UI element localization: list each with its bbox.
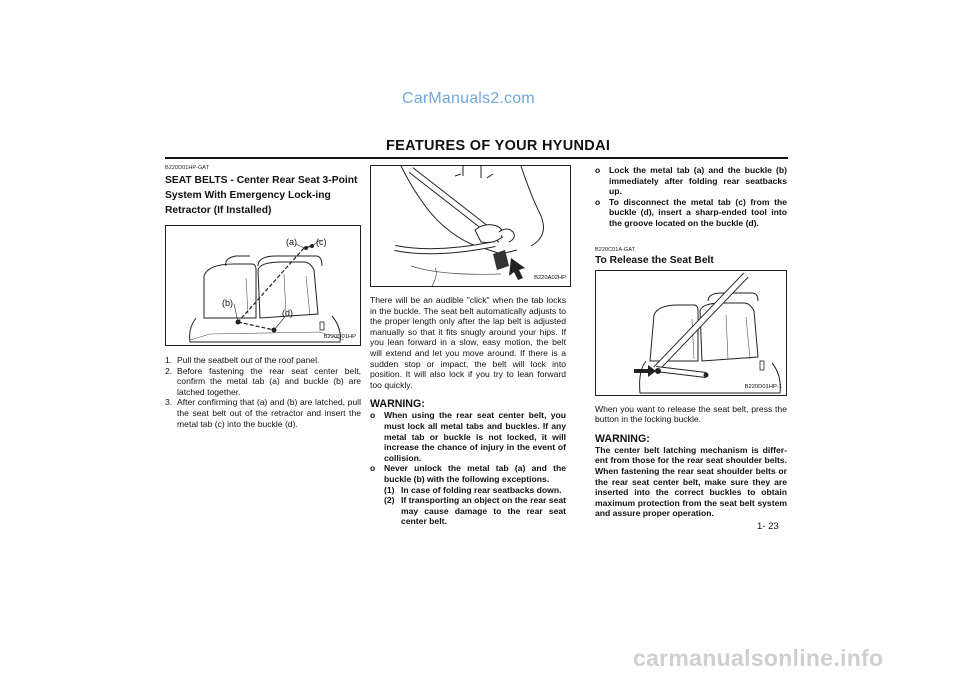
instruction-steps xyxy=(165,355,361,429)
step-item: 2. Before fastening the rear seat center belt, confirm the metal tab (a) and buckle (b) are latched together. xyxy=(165,365,361,397)
info-bullet: o To disconnect the metal tab (c) from the buckle (d), insert a sharp-ended tool into the groove located on the buckle (d). xyxy=(595,196,787,228)
callout-b: (b) xyxy=(222,298,233,308)
warning-heading: WARNING: xyxy=(595,432,650,445)
callout-c: (c) xyxy=(316,237,327,247)
rear-seat-illustration xyxy=(166,226,361,346)
step-item: 3. After confirming that (a) and (b) are latched, pull the seat belt out of the retractor and insert the metal tab (c) into the buckle (d). xyxy=(165,397,361,429)
callout-d: (d) xyxy=(282,308,293,318)
warning-bullet: o Never unlock the metal tab (a) and the buckle (b) with the following exceptions. xyxy=(370,463,566,484)
info-bullet: o Lock the metal tab (a) and the buckle (b) immediately after folding rear seatbacks up. xyxy=(595,165,787,197)
buckle-illustration xyxy=(371,166,571,287)
release-illustration xyxy=(596,271,787,396)
warning-sub-item: (1) In case of folding rear seatbacks down. xyxy=(384,484,562,495)
section-code: B220C01A-GAT xyxy=(595,246,636,253)
release-figure xyxy=(595,270,787,396)
section-code: B220D01HP-GAT xyxy=(165,165,210,171)
body-paragraph: There will be an audible "click" when the tab locks in the buckle. The seat belt automatically adjusts to the proper length only after the lap belt is adjusted manually so that it fits snugly around your hips. If you lean forward in a slow, easy motion, the belt will extend and let you move around. If there is a sudden stop or impact, the belt will lock into position. It will also lock if you try to lean forward too quickly. xyxy=(370,295,566,390)
column-middle xyxy=(370,165,566,527)
column-left xyxy=(165,165,361,429)
watermark-bottom[interactable]: carmanualsonline.info xyxy=(633,645,884,671)
step-item: 1. Pull the seatbelt out of the roof panel. xyxy=(165,355,320,365)
body-paragraph: When you want to release the seat belt, press the button in the locking buckle. xyxy=(595,403,787,425)
page-header-title: FEATURES OF YOUR HYUNDAI xyxy=(386,138,611,154)
section-title: To Release the Seat Belt xyxy=(595,254,714,266)
callout-a: (a) xyxy=(286,237,297,247)
warning-body: The center belt latching mechanism is differ-ent from those for the rear seat shoulder belts. When fastening the rear seat shoulder belts or the rear seat center belt, make sure they are inserted into the correct buckles to obtain maximum protection from the seat belt system and assure proper operation. xyxy=(595,444,787,519)
section-title: SEAT BELTS - Center Rear Seat 3-Point System With Emergency Lock-ing Retractor (If Installed) xyxy=(165,175,358,216)
center-belt-figure xyxy=(165,225,361,346)
warning-sub-item: (2) If transporting an object on the rear seat may cause damage to the rear seat center belt. xyxy=(384,495,566,527)
figure-code: B220D01HP-1 xyxy=(744,383,782,390)
buckle-figure xyxy=(370,165,571,287)
warning-bullet: o When using the rear seat center belt, you must lock all metal tabs and buckles. If any metal tab or buckle is not locked, it will increase the chance of injury in the event of collision. xyxy=(370,410,566,463)
page-number: 1- 23 xyxy=(757,521,779,532)
warning-heading: WARNING: xyxy=(370,398,425,411)
column-right xyxy=(595,165,787,519)
figure-code: B220A02HP xyxy=(534,275,566,282)
watermark-top[interactable]: CarManuals2.com xyxy=(402,90,535,107)
header-divider xyxy=(165,157,788,159)
figure-code: B220D01HP xyxy=(323,334,356,341)
